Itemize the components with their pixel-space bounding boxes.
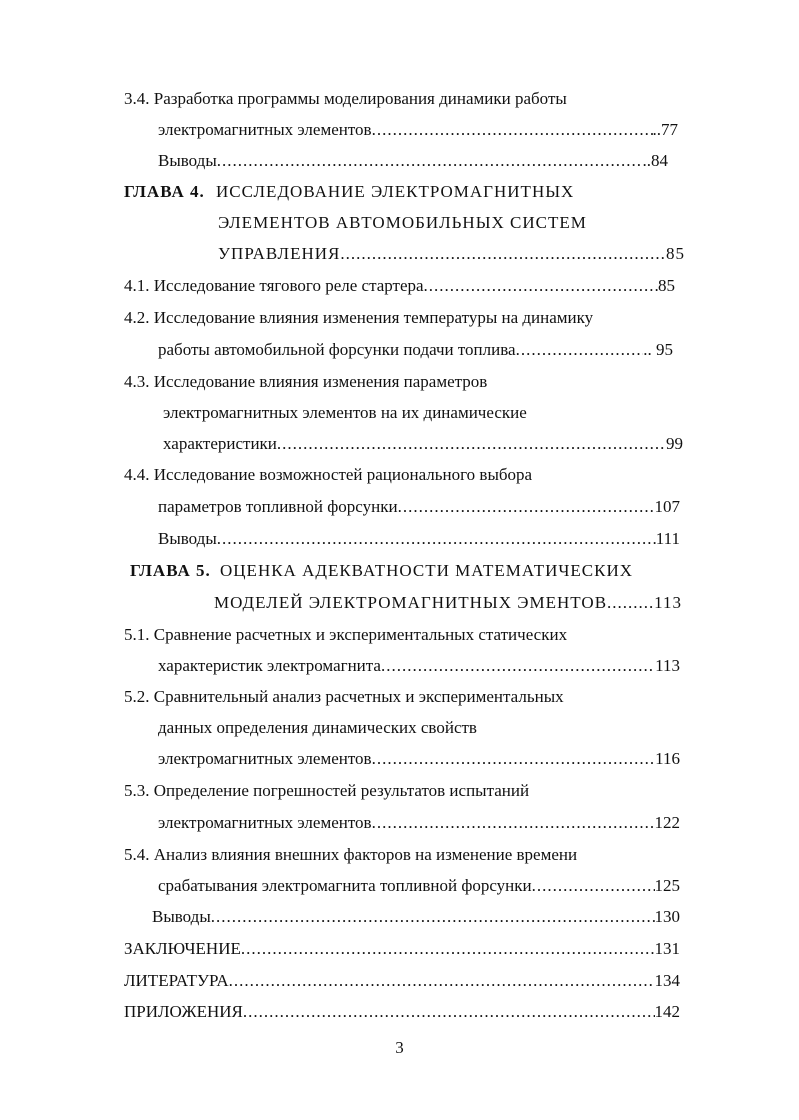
toc-4-2-page: .. 95: [643, 340, 673, 359]
toc-3-4-page: ..77: [652, 120, 678, 139]
toc-entry-5-2: [158, 748, 680, 770]
toc-entry-4-1: [124, 275, 675, 297]
toc-entry-ch3-conclusions: [158, 150, 668, 172]
toc-4-4-line1: 4.4. Исследование возможностей рационального выбора: [124, 465, 533, 484]
toc-5-3-page: 122: [654, 813, 680, 832]
toc-entry-4-3: [163, 433, 683, 455]
leader-dots: [607, 592, 654, 614]
toc-appendices-page: 142: [654, 1002, 680, 1021]
toc-4-3-line1: 4.3. Исследование влияния изменения параметров: [124, 372, 488, 391]
toc-ch5-conclusions-page: 130: [654, 907, 680, 926]
toc-entry-5-3: [158, 812, 680, 834]
leader-dots: [372, 812, 655, 834]
page-number: 3: [395, 1038, 404, 1057]
toc-4-2-line1: 4.2. Исследование влияния изменения температуры на динамику: [124, 308, 594, 327]
leader-dots: [372, 748, 656, 770]
toc-literature-label: ЛИТЕРАТУРА: [124, 971, 229, 990]
leader-dots: [217, 528, 656, 550]
toc-entry-5-4: [158, 875, 680, 897]
toc-5-2-line2: данных определения динамических свойств: [158, 718, 477, 737]
chapter-4-title-line2: ЭЛЕМЕНТОВ АВТОМОБИЛЬНЫХ СИСТЕМ: [218, 213, 587, 232]
leader-dots: [398, 496, 655, 518]
toc-entry-ch4-conclusions: [158, 528, 680, 550]
toc-entry-conclusion: [124, 938, 680, 960]
toc-entry-chapter-5: [214, 592, 682, 614]
leader-dots: [229, 970, 655, 992]
toc-5-2-line1: 5.2. Сравнительный анализ расчетных и экспериментальных: [124, 687, 564, 706]
chapter-4-label: ГЛАВА 4.: [124, 182, 205, 201]
toc-4-4-page: 107: [654, 497, 680, 516]
chapter-4-heading: [124, 181, 574, 203]
chapter-5-title-line2: МОДЕЛЕЙ ЭЛЕКТРОМАГНИТНЫХ ЭМЕНТОВ: [214, 593, 608, 612]
toc-5-1-line1: 5.1. Сравнение расчетных и экспериментальных статических: [124, 625, 568, 644]
toc-4-3-line2: электромагнитных элементов на их динамические: [163, 403, 527, 422]
leader-dots: [243, 1001, 655, 1023]
toc-ch4-conclusions-page: 111: [655, 529, 680, 548]
toc-3-4-line2: электромагнитных элементов: [158, 120, 372, 139]
toc-appendices-label: ПРИЛОЖЕНИЯ: [124, 1002, 243, 1021]
chapter-4-page: 85: [666, 244, 685, 263]
chapter-4-title-line3: УПРАВЛЕНИЯ: [218, 244, 341, 263]
toc-4-3-page: 99: [666, 434, 683, 453]
toc-entry-literature: [124, 970, 680, 992]
toc-5-1-line2: характеристик электромагнита: [158, 656, 381, 675]
toc-ch4-conclusions-label: Выводы: [158, 529, 217, 548]
toc-4-3-line3: характеристики: [163, 434, 277, 453]
toc-conclusion-page: 131: [654, 939, 680, 958]
toc-3-4-line1: 3.4. Разработка программы моделирования динамики работы: [124, 89, 567, 108]
toc-entry-3-4: [158, 119, 678, 141]
toc-entry-5-1: [158, 655, 680, 677]
leader-dots: [372, 119, 653, 141]
leader-dots: [340, 243, 666, 265]
toc-ch3-conclusions-label: Выводы: [158, 151, 217, 170]
chapter-5-heading: [130, 560, 633, 582]
leader-dots: [211, 906, 655, 928]
leader-dots: [424, 275, 658, 297]
toc-ch3-conclusions-page: ..84: [642, 151, 668, 170]
toc-4-2-line2: работы автомобильной форсунки подачи топлива: [158, 340, 516, 359]
toc-entry-ch5-conclusions: [152, 906, 680, 928]
toc-5-4-line2: срабатывания электромагнита топливной форсунки: [158, 876, 532, 895]
chapter-5-title-line1: ОЦЕНКА АДЕКВАТНОСТИ МАТЕМАТИЧЕСКИХ: [220, 561, 634, 580]
toc-entry-4-4: [158, 496, 680, 518]
toc-4-1-label: 4.1. Исследование тягового реле стартера: [124, 276, 424, 295]
toc-5-3-line2: электромагнитных элементов: [158, 813, 372, 832]
toc-4-4-line2: параметров топливной форсунки: [158, 497, 398, 516]
toc-4-1-page: 85: [658, 276, 675, 295]
toc-entry-appendices: [124, 1001, 680, 1023]
chapter-4-title-line1: ИССЛЕДОВАНИЕ ЭЛЕКТРОМАГНИТНЫХ: [216, 182, 575, 201]
toc-5-4-line1: 5.4. Анализ влияния внешних факторов на изменение времени: [124, 845, 578, 864]
leader-dots: [516, 339, 644, 361]
leader-dots: [241, 938, 655, 960]
toc-5-3-line1: 5.3. Определение погрешностей результатов испытаний: [124, 781, 530, 800]
toc-entry-chapter-4: [218, 243, 685, 265]
toc-entry-4-2: [158, 339, 673, 361]
toc-5-2-line3: электромагнитных элементов: [158, 749, 372, 768]
leader-dots: [217, 150, 643, 172]
toc-5-4-page: 125: [654, 876, 680, 895]
toc-5-1-page: 113: [655, 656, 680, 675]
chapter-5-label: ГЛАВА 5.: [130, 561, 211, 580]
leader-dots: [532, 875, 655, 897]
toc-5-2-page: 116: [655, 749, 680, 768]
leader-dots: [381, 655, 655, 677]
toc-conclusion-label: ЗАКЛЮЧЕНИЕ: [124, 939, 241, 958]
chapter-5-page: 113: [654, 593, 682, 612]
toc-literature-page: 134: [654, 971, 680, 990]
leader-dots: [277, 433, 666, 455]
toc-ch5-conclusions-label: Выводы: [152, 907, 211, 926]
